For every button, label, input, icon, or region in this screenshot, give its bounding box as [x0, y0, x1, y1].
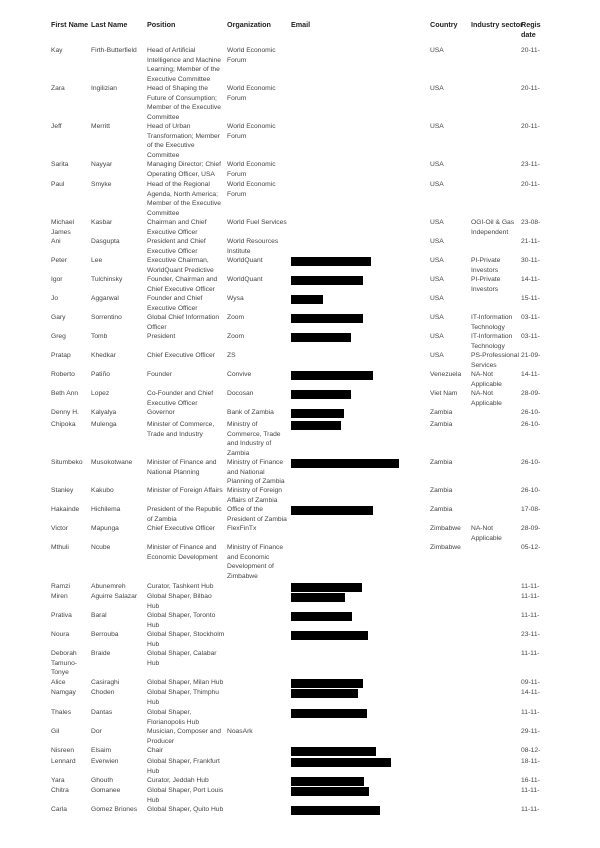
first-name-cell: Alice: [51, 679, 66, 686]
last-name-cell: Kalyalya: [91, 409, 117, 416]
registration-date-cell: 28-09-: [521, 525, 541, 532]
first-name-cell: Chipoka: [51, 421, 76, 428]
email-redaction-bar: [291, 390, 351, 399]
first-name-cell: Jeff: [51, 123, 62, 130]
country-cell: USA: [430, 295, 444, 302]
email-redaction-bar: [291, 631, 368, 640]
registration-date-cell: 23-11-: [521, 161, 540, 168]
last-name-cell: Nayyar: [91, 161, 113, 168]
last-name-cell: Dor: [91, 728, 102, 735]
position-cell: Global Shaper, Port Louis Hub: [147, 787, 224, 804]
last-name-cell: Gomanee: [91, 787, 121, 794]
position-cell: Global Shaper, Frankfurt Hub: [147, 758, 220, 775]
registration-date-cell: 15-11-: [521, 295, 540, 302]
position-cell: Global Shaper, Bilbao Hub: [147, 593, 212, 610]
email-redaction-bar: [291, 593, 345, 602]
position-cell: Global Shaper, Stockholm Hub: [147, 631, 225, 648]
country-cell: Zambia: [430, 459, 453, 466]
country-cell: USA: [430, 314, 444, 321]
last-name-cell: Musokotwane: [91, 459, 133, 466]
first-name-cell: Victor: [51, 525, 68, 532]
first-name-cell: Miren: [51, 593, 68, 600]
first-name-cell: Michael James: [51, 219, 75, 236]
position-cell: Governor: [147, 409, 175, 416]
email-redaction-bar: [291, 787, 369, 796]
organization-cell: NoasArk: [227, 728, 253, 735]
country-cell: USA: [430, 85, 444, 92]
position-cell: Curator, Jeddah Hub: [147, 777, 209, 784]
email-redaction-bar: [291, 314, 363, 323]
last-name-cell: Merritt: [91, 123, 110, 130]
email-redaction-bar: [291, 333, 351, 342]
first-name-cell: Zara: [51, 85, 65, 92]
first-name-cell: Yara: [51, 777, 65, 784]
last-name-cell: Dasgupta: [91, 238, 120, 245]
country-cell: USA: [430, 219, 444, 226]
position-cell: Founder and Chief Executive Officer: [147, 295, 203, 312]
first-name-cell: Roberto: [51, 371, 75, 378]
email-redaction-bar: [291, 257, 371, 266]
registration-date-cell: 11-11-: [521, 583, 540, 590]
email-redaction-bar: [291, 459, 399, 468]
email-redaction-bar: [291, 747, 376, 756]
first-name-cell: Gil: [51, 728, 60, 735]
country-cell: Viet Nam: [430, 390, 458, 397]
first-name-cell: Pratap: [51, 352, 71, 359]
email-redaction-bar: [291, 409, 344, 418]
last-name-cell: Abunemreh: [91, 583, 126, 590]
country-cell: USA: [430, 238, 444, 245]
position-cell: Minister of Foreign Affairs: [147, 487, 223, 494]
email-redaction-bar: [291, 679, 363, 688]
email-redaction-bar: [291, 276, 363, 285]
country-cell: Zimbabwe: [430, 525, 461, 532]
email-redaction-bar: [291, 371, 373, 380]
email-redaction-bar: [291, 709, 367, 718]
organization-cell: Ministry of Finance and Economic Development of Zimbabwe: [227, 544, 284, 580]
last-name-cell: Choden: [91, 689, 115, 696]
email-redaction-bar: [291, 583, 362, 592]
last-name-cell: Sorrentino: [91, 314, 122, 321]
country-cell: Zambia: [430, 409, 453, 416]
country-cell: USA: [430, 161, 444, 168]
registration-date-cell: 26-10-: [521, 421, 541, 428]
first-name-cell: Denny H.: [51, 409, 79, 416]
organization-cell: Ministry of Foreign Affairs of Zambia: [227, 487, 283, 504]
registration-date-cell: 20-11-: [521, 181, 540, 188]
position-cell: Head of Shaping the Future of Consumption; Member of the Executive Committee: [147, 85, 221, 121]
last-name-cell: Khedkar: [91, 352, 116, 359]
position-cell: Musician, Composer and Producer: [147, 728, 221, 745]
first-name-cell: Hakainde: [51, 506, 80, 513]
last-name-cell: Gomez Briones: [91, 806, 138, 813]
country-cell: Zambia: [430, 487, 453, 494]
last-name-cell: Mapunga: [91, 525, 119, 532]
registration-date-cell: 11-11-: [521, 612, 540, 619]
registration-date-cell: 20-11-: [521, 85, 540, 92]
registration-date-cell: 09-11-: [521, 679, 540, 686]
position-cell: Global Shaper, Calabar Hub: [147, 650, 217, 667]
last-name-cell: Smyke: [91, 181, 112, 188]
registration-date-cell: 23-08-: [521, 219, 541, 226]
header-first-name: First Name: [51, 20, 89, 29]
organization-cell: World Fuel Services: [227, 219, 287, 226]
organization-cell: ZS: [227, 352, 236, 359]
organization-cell: Docosan: [227, 390, 254, 397]
first-name-cell: Lennard: [51, 758, 76, 765]
first-name-cell: Igor: [51, 276, 63, 283]
first-name-cell: Paul: [51, 181, 65, 188]
industry-sector-cell: NA-Not Applicable: [471, 371, 502, 388]
last-name-cell: Braide: [91, 650, 111, 657]
last-name-cell: Hichilema: [91, 506, 121, 513]
registration-date-cell: 11-11-: [521, 709, 540, 716]
first-name-cell: Situmbeko: [51, 459, 83, 466]
first-name-cell: Thales: [51, 709, 72, 716]
position-cell: Global Shaper, Toronto Hub: [147, 612, 216, 629]
first-name-cell: Ramzi: [51, 583, 70, 590]
position-cell: Global Shaper, Florianopolis Hub: [147, 709, 200, 726]
first-name-cell: Jo: [51, 295, 59, 302]
registration-date-cell: 30-11-: [521, 257, 540, 264]
last-name-cell: Firth-Butterfield: [91, 47, 137, 54]
country-cell: USA: [430, 181, 444, 188]
last-name-cell: Ingilizian: [91, 85, 118, 92]
registration-date-cell: 23-11-: [521, 631, 540, 638]
email-redaction-bar: [291, 777, 364, 786]
organization-cell: Ministry of Commerce, Trade and Industry of Zambia: [227, 421, 281, 457]
industry-sector-cell: PS-Professional Services: [471, 352, 519, 369]
country-cell: USA: [430, 123, 444, 130]
industry-sector-cell: NA-Not Applicable: [471, 525, 502, 542]
country-cell: USA: [430, 333, 444, 340]
first-name-cell: Stanley: [51, 487, 74, 494]
email-redaction-bar: [291, 506, 373, 515]
last-name-cell: Kasbar: [91, 219, 113, 226]
organization-cell: WorldQuant: [227, 276, 263, 283]
registration-date-cell: 14-11-: [521, 689, 540, 696]
last-name-cell: Berrouba: [91, 631, 119, 638]
position-cell: Global Chief Information Officer: [147, 314, 220, 331]
industry-sector-cell: IT-Information Technology: [471, 333, 513, 350]
registration-date-cell: 03-11-: [521, 333, 540, 340]
registration-date-cell: 11-11-: [521, 806, 540, 813]
last-name-cell: Elsaim: [91, 747, 112, 754]
registration-date-cell: 05-12-: [521, 544, 541, 551]
last-name-cell: Baral: [91, 612, 107, 619]
header-organization: Organization: [227, 20, 271, 29]
industry-sector-cell: IT-Information Technology: [471, 314, 513, 331]
registration-date-cell: 26-10-: [521, 459, 541, 466]
registration-date-cell: 18-11-: [521, 758, 540, 765]
country-cell: Zambia: [430, 506, 453, 513]
registration-date-cell: 26-10-: [521, 409, 541, 416]
registration-date-cell: 11-11-: [521, 787, 540, 794]
position-cell: Managing Director; Chief Operating Officer, USA: [147, 161, 221, 178]
organization-cell: World Economic Forum: [227, 123, 276, 140]
registration-date-cell: 08-12-: [521, 747, 541, 754]
registration-date-cell: 14-11-: [521, 371, 540, 378]
industry-sector-cell: PI-Private Investors: [471, 276, 501, 293]
last-name-cell: Casiraghi: [91, 679, 120, 686]
organization-cell: Zoom: [227, 314, 245, 321]
position-cell: Co-Founder and Chief Executive Officer: [147, 390, 214, 407]
organization-cell: Ministry of Finance and National Planning of Zambia: [227, 459, 285, 486]
organization-cell: Wysa: [227, 295, 244, 302]
registration-date-cell: 28-09-: [521, 390, 541, 397]
first-name-cell: Prativa: [51, 612, 72, 619]
registration-date-cell: 20-11-: [521, 123, 540, 130]
last-name-cell: Ghouth: [91, 777, 113, 784]
registration-date-cell: 20-11-: [521, 47, 540, 54]
last-name-cell: Tulchinsky: [91, 276, 123, 283]
position-cell: Chief Executive Officer: [147, 352, 215, 359]
organization-cell: FlexFinTx: [227, 525, 257, 532]
registration-date-cell: 17-08-: [521, 506, 541, 513]
country-cell: USA: [430, 47, 444, 54]
first-name-cell: Noura: [51, 631, 70, 638]
first-name-cell: Kay: [51, 47, 63, 54]
registration-date-cell: 11-11-: [521, 650, 540, 657]
organization-cell: World Economic Forum: [227, 161, 276, 178]
email-redaction-bar: [291, 806, 380, 815]
first-name-cell: Mthuli: [51, 544, 69, 551]
first-name-cell: Sarita: [51, 161, 69, 168]
header-email: Email: [291, 20, 311, 29]
header-last-name: Last Name: [91, 20, 128, 29]
position-cell: Executive Chairman, WorldQuant Predictive: [147, 257, 214, 274]
country-cell: USA: [430, 276, 444, 283]
organization-cell: Office of the President of Zambia: [227, 506, 287, 523]
first-name-cell: Namgay: [51, 689, 76, 696]
email-redaction-bar: [291, 612, 352, 621]
last-name-cell: Everwien: [91, 758, 119, 765]
last-name-cell: Aguirre Salazar: [91, 593, 138, 600]
registration-date-cell: 14-11-: [521, 276, 540, 283]
position-cell: Founder: [147, 371, 172, 378]
position-cell: Global Shaper, Quito Hub: [147, 806, 224, 813]
industry-sector-cell: NA-Not Applicable: [471, 390, 502, 407]
position-cell: Global Shaper, Thimphu Hub: [147, 689, 219, 706]
organization-cell: WorldQuant: [227, 257, 263, 264]
country-cell: Venezuela: [430, 371, 462, 378]
email-redaction-bar: [291, 689, 358, 698]
organization-cell: Zoom: [227, 333, 245, 340]
registration-date-cell: 21-11-: [521, 238, 540, 245]
registration-date-cell: 03-11-: [521, 314, 540, 321]
first-name-cell: Beth Ann: [51, 390, 79, 397]
country-cell: Zambia: [430, 421, 453, 428]
position-cell: Head of Urban Transformation; Member of the Executive Committee: [147, 123, 220, 159]
organization-cell: World Economic Forum: [227, 181, 276, 198]
country-cell: USA: [430, 352, 444, 359]
organization-cell: World Resources Institute: [227, 238, 279, 255]
first-name-cell: Ani: [51, 238, 61, 245]
header-country: Country: [430, 20, 458, 29]
organization-cell: Bank of Zambia: [227, 409, 274, 416]
registration-date-cell: 16-11-: [521, 777, 540, 784]
last-name-cell: Dantas: [91, 709, 113, 716]
registration-date-cell: 26-10-: [521, 487, 541, 494]
position-cell: Minister of Commerce, Trade and Industry: [147, 421, 215, 438]
header-registration-date: Regis date: [521, 20, 541, 39]
email-redaction-bar: [291, 758, 391, 767]
position-cell: President of the Republic of Zambia: [147, 506, 222, 523]
first-name-cell: Gary: [51, 314, 66, 321]
country-cell: USA: [430, 257, 444, 264]
registration-date-cell: 29-11-: [521, 728, 540, 735]
first-name-cell: Peter: [51, 257, 67, 264]
first-name-cell: Carla: [51, 806, 67, 813]
position-cell: Minister of Finance and Economic Development: [147, 544, 218, 561]
organization-cell: Convive: [227, 371, 252, 378]
position-cell: Founder, Chairman and Chief Executive Officer: [147, 276, 218, 293]
industry-sector-cell: PI-Private Investors: [471, 257, 501, 274]
email-redaction-bar: [291, 421, 341, 430]
position-cell: Head of Artificial Intelligence and Machine Learning; Member of the Executive Committee: [147, 47, 221, 83]
industry-sector-cell: OGI-Oil & Gas Independent: [471, 219, 515, 236]
position-cell: Chairman and Chief Executive Officer: [147, 219, 207, 236]
last-name-cell: Lee: [91, 257, 103, 264]
first-name-cell: Deborah Tamuno-Tonye: [51, 650, 78, 677]
country-cell: Zimbabwe: [430, 544, 461, 551]
last-name-cell: Tomb: [91, 333, 108, 340]
first-name-cell: Greg: [51, 333, 66, 340]
position-cell: Head of the Regional Agenda, North America; Member of the Executive Committee: [147, 181, 221, 217]
position-cell: Minister of Finance and National Planning: [147, 459, 217, 476]
last-name-cell: Ncube: [91, 544, 111, 551]
last-name-cell: Lopez: [91, 390, 110, 397]
last-name-cell: Mulenga: [91, 421, 117, 428]
first-name-cell: Nisreen: [51, 747, 75, 754]
registration-date-cell: 11-11-: [521, 593, 540, 600]
position-cell: President and Chief Executive Officer: [147, 238, 206, 255]
last-name-cell: Aggarwal: [91, 295, 119, 302]
position-cell: Chief Executive Officer: [147, 525, 215, 532]
position-cell: Curator, Tashkent Hub: [147, 583, 214, 590]
last-name-cell: Patiño: [91, 371, 110, 378]
first-name-cell: Chitra: [51, 787, 69, 794]
email-redaction-bar: [291, 295, 323, 304]
position-cell: Global Shaper, Milan Hub: [147, 679, 224, 686]
header-position: Position: [147, 20, 176, 29]
registration-date-cell: 21-09-: [521, 352, 541, 359]
header-industry-sector: Industry sector: [471, 20, 523, 29]
organization-cell: World Economic Forum: [227, 85, 276, 102]
position-cell: President: [147, 333, 176, 340]
position-cell: Chair: [147, 747, 163, 754]
organization-cell: World Economic Forum: [227, 47, 276, 64]
last-name-cell: Kakubo: [91, 487, 114, 494]
